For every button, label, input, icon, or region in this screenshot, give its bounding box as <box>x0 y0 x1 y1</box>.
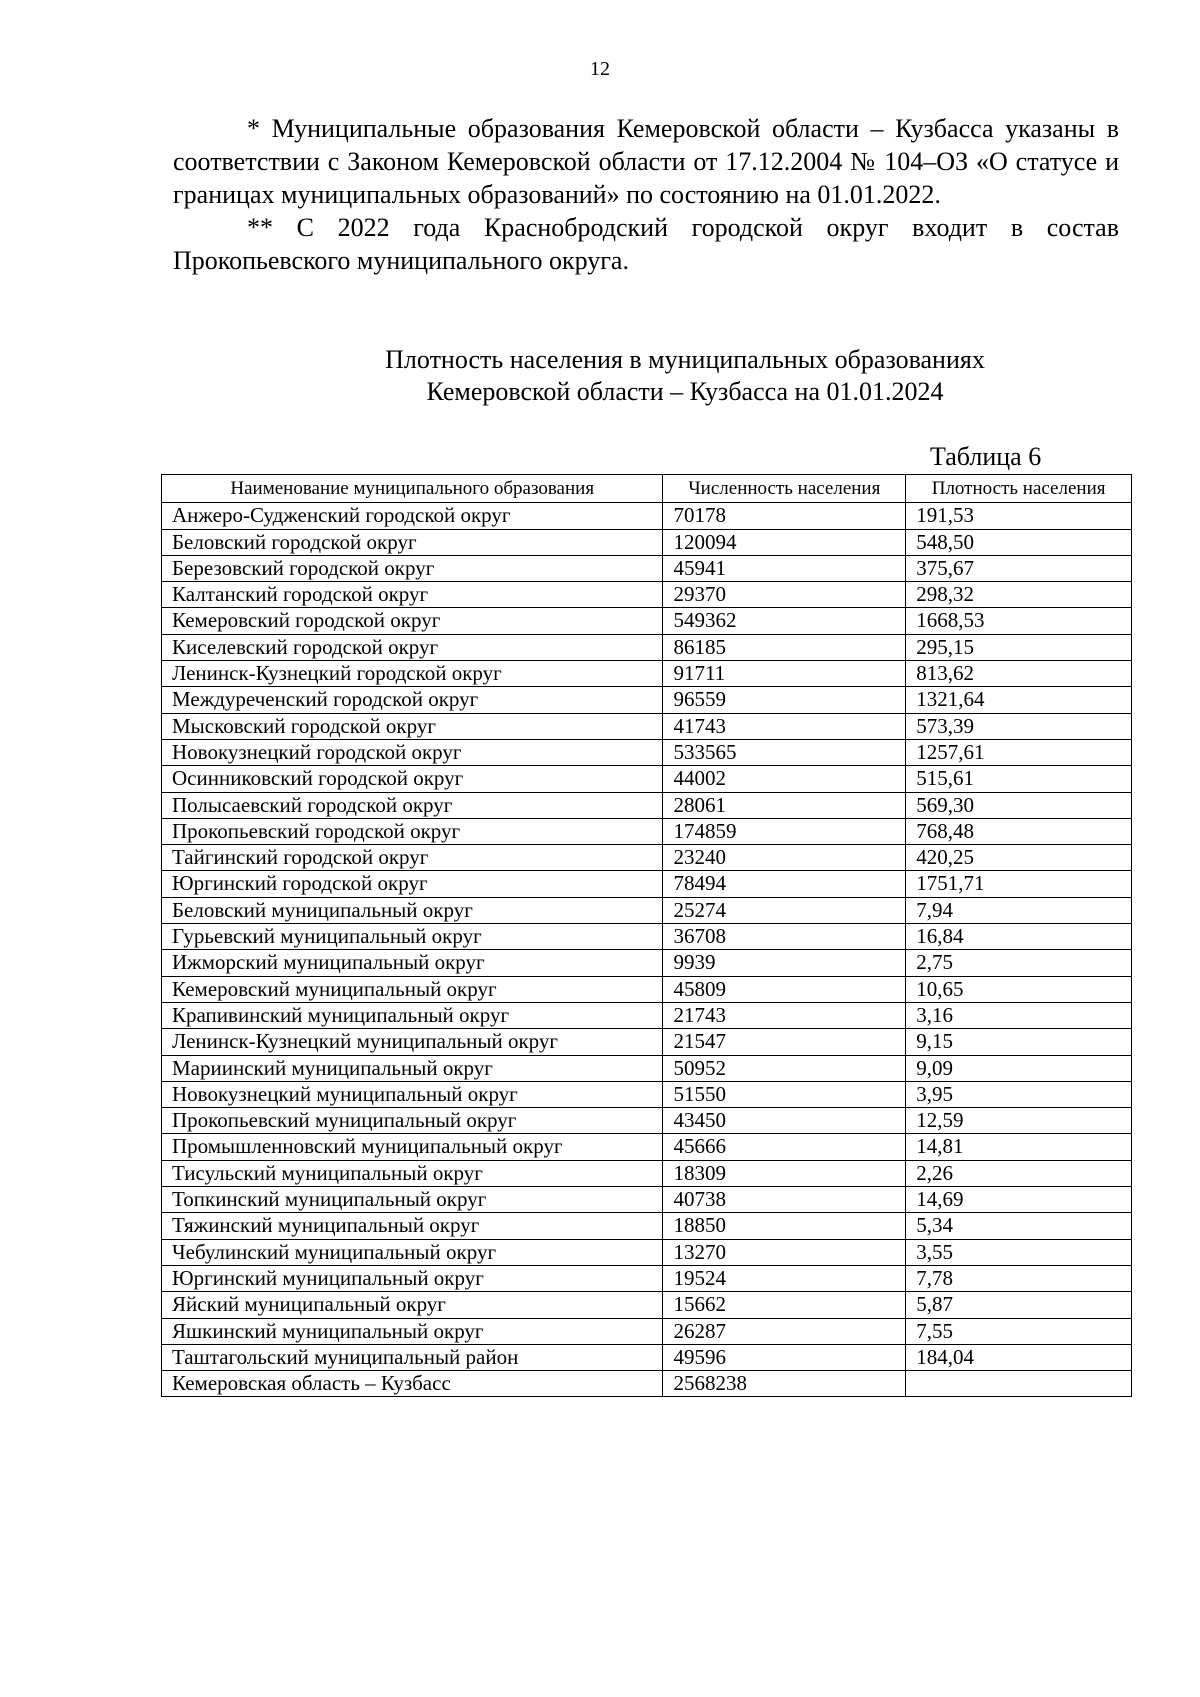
table-title <box>0 344 1200 408</box>
cell-name: Мысковский городской округ <box>162 713 663 739</box>
cell-population: 19524 <box>663 1265 906 1291</box>
cell-density: 298,32 <box>906 582 1132 608</box>
table-row <box>162 950 1132 976</box>
cell-name: Прокопьевский городской округ <box>162 818 663 844</box>
table-row <box>162 1002 1132 1028</box>
cell-name: Прокопьевский муниципальный округ <box>162 1108 663 1134</box>
cell-population: 13270 <box>663 1239 906 1265</box>
table-row <box>162 529 1132 555</box>
cell-density: 768,48 <box>906 818 1132 844</box>
cell-population: 2568238 <box>663 1371 906 1397</box>
header-row <box>162 475 1132 503</box>
header-density: Плотность населения <box>906 475 1132 503</box>
cell-name: Юргинский муниципальный округ <box>162 1265 663 1291</box>
cell-name: Новокузнецкий муниципальный округ <box>162 1081 663 1107</box>
cell-name: Ленинск-Кузнецкий муниципальный округ <box>162 1029 663 1055</box>
table-row <box>162 1134 1132 1160</box>
cell-population: 45941 <box>663 555 906 581</box>
cell-population: 44002 <box>663 766 906 792</box>
cell-density: 3,16 <box>906 1002 1132 1028</box>
cell-density: 515,61 <box>906 766 1132 792</box>
cell-name: Ленинск-Кузнецкий городской округ <box>162 661 663 687</box>
cell-density: 14,81 <box>906 1134 1132 1160</box>
cell-name: Кемеровская область – Кузбасс <box>162 1371 663 1397</box>
header-population: Численность населения <box>663 475 906 503</box>
cell-name: Топкинский муниципальный округ <box>162 1187 663 1213</box>
cell-density: 191,53 <box>906 503 1132 529</box>
cell-name: Беловский муниципальный округ <box>162 897 663 923</box>
table-row <box>162 766 1132 792</box>
cell-population: 18850 <box>663 1213 906 1239</box>
cell-population: 43450 <box>663 1108 906 1134</box>
cell-name: Яшкинский муниципальный округ <box>162 1318 663 1344</box>
table-row <box>162 1371 1132 1397</box>
table-row <box>162 845 1132 871</box>
table-header <box>162 475 1132 503</box>
table-row <box>162 713 1132 739</box>
table-row <box>162 687 1132 713</box>
cell-population: 25274 <box>663 897 906 923</box>
cell-density: 10,65 <box>906 976 1132 1002</box>
cell-population: 120094 <box>663 529 906 555</box>
table-row <box>162 1265 1132 1291</box>
table-row <box>162 634 1132 660</box>
cell-name: Междуреченский городской округ <box>162 687 663 713</box>
cell-density: 569,30 <box>906 792 1132 818</box>
cell-population: 51550 <box>663 1081 906 1107</box>
table-title-line-1: Плотность населения в муниципальных образованиях <box>385 345 985 374</box>
cell-population: 40738 <box>663 1187 906 1213</box>
cell-name: Яйский муниципальный округ <box>162 1292 663 1318</box>
cell-population: 533565 <box>663 739 906 765</box>
cell-density: 420,25 <box>906 845 1132 871</box>
table-row <box>162 1108 1132 1134</box>
cell-density: 9,15 <box>906 1029 1132 1055</box>
table-body <box>162 503 1132 1397</box>
table-title-line-2: Кемеровской области – Кузбасса на 01.01.2024 <box>426 377 944 406</box>
cell-density: 7,78 <box>906 1265 1132 1291</box>
cell-density: 1668,53 <box>906 608 1132 634</box>
cell-name: Анжеро-Судженский городской округ <box>162 503 663 529</box>
cell-population: 78494 <box>663 871 906 897</box>
cell-density: 813,62 <box>906 661 1132 687</box>
cell-name: Юргинский городской округ <box>162 871 663 897</box>
table-label: Таблица 6 <box>930 442 1042 471</box>
cell-density: 5,34 <box>906 1213 1132 1239</box>
table-row <box>162 1055 1132 1081</box>
cell-name: Киселевский городской округ <box>162 634 663 660</box>
table-row <box>162 1318 1132 1344</box>
footnote-2: ** С 2022 года Краснобродский городской округ входит в состав Прокопьевского муниципального округа. <box>173 213 1119 275</box>
cell-density: 573,39 <box>906 713 1132 739</box>
table-row <box>162 897 1132 923</box>
table-row <box>162 1239 1132 1265</box>
cell-name: Кемеровский городской округ <box>162 608 663 634</box>
table-row <box>162 818 1132 844</box>
cell-population: 96559 <box>663 687 906 713</box>
cell-density: 2,75 <box>906 950 1132 976</box>
footnotes <box>173 112 1119 277</box>
cell-density: 3,55 <box>906 1239 1132 1265</box>
cell-name: Беловский городской округ <box>162 529 663 555</box>
cell-density: 7,55 <box>906 1318 1132 1344</box>
cell-population: 49596 <box>663 1344 906 1370</box>
cell-name: Осинниковский городской округ <box>162 766 663 792</box>
cell-name: Мариинский муниципальный округ <box>162 1055 663 1081</box>
cell-name: Тяжинский муниципальный округ <box>162 1213 663 1239</box>
table-row <box>162 1344 1132 1370</box>
table-row <box>162 739 1132 765</box>
cell-population: 45666 <box>663 1134 906 1160</box>
cell-density <box>906 1371 1132 1397</box>
cell-density: 1257,61 <box>906 739 1132 765</box>
cell-population: 29370 <box>663 582 906 608</box>
cell-population: 36708 <box>663 924 906 950</box>
cell-name: Таштагольский муниципальный район <box>162 1344 663 1370</box>
table-row <box>162 608 1132 634</box>
cell-population: 91711 <box>663 661 906 687</box>
table-row <box>162 871 1132 897</box>
table-row <box>162 792 1132 818</box>
cell-name: Тисульский муниципальный округ <box>162 1160 663 1186</box>
cell-density: 295,15 <box>906 634 1132 660</box>
cell-population: 50952 <box>663 1055 906 1081</box>
cell-population: 41743 <box>663 713 906 739</box>
cell-density: 16,84 <box>906 924 1132 950</box>
table-row <box>162 976 1132 1002</box>
cell-population: 9939 <box>663 950 906 976</box>
cell-density: 548,50 <box>906 529 1132 555</box>
table-row <box>162 1081 1132 1107</box>
cell-density: 1321,64 <box>906 687 1132 713</box>
cell-density: 7,94 <box>906 897 1132 923</box>
cell-name: Тайгинский городской округ <box>162 845 663 871</box>
cell-population: 174859 <box>663 818 906 844</box>
table-row <box>162 1029 1132 1055</box>
cell-name: Ижморский муниципальный округ <box>162 950 663 976</box>
cell-population: 26287 <box>663 1318 906 1344</box>
cell-name: Кемеровский муниципальный округ <box>162 976 663 1002</box>
table-row <box>162 582 1132 608</box>
cell-population: 21743 <box>663 1002 906 1028</box>
cell-name: Чебулинский муниципальный округ <box>162 1239 663 1265</box>
population-density-table <box>161 474 1132 1397</box>
cell-population: 21547 <box>663 1029 906 1055</box>
table-row <box>162 1160 1132 1186</box>
cell-density: 14,69 <box>906 1187 1132 1213</box>
cell-name: Березовский городской округ <box>162 555 663 581</box>
cell-name: Новокузнецкий городской округ <box>162 739 663 765</box>
page-number: 12 <box>590 58 610 80</box>
table-row <box>162 924 1132 950</box>
cell-population: 18309 <box>663 1160 906 1186</box>
cell-population: 549362 <box>663 608 906 634</box>
cell-density: 375,67 <box>906 555 1132 581</box>
table-row <box>162 1213 1132 1239</box>
table-row <box>162 1292 1132 1318</box>
cell-name: Калтанский городской округ <box>162 582 663 608</box>
cell-density: 2,26 <box>906 1160 1132 1186</box>
table-row <box>162 555 1132 581</box>
cell-population: 86185 <box>663 634 906 660</box>
cell-population: 70178 <box>663 503 906 529</box>
cell-density: 12,59 <box>906 1108 1132 1134</box>
cell-name: Крапивинский муниципальный округ <box>162 1002 663 1028</box>
cell-density: 3,95 <box>906 1081 1132 1107</box>
cell-density: 9,09 <box>906 1055 1132 1081</box>
cell-name: Гурьевский муниципальный округ <box>162 924 663 950</box>
cell-density: 5,87 <box>906 1292 1132 1318</box>
cell-population: 28061 <box>663 792 906 818</box>
cell-population: 45809 <box>663 976 906 1002</box>
table-row <box>162 661 1132 687</box>
footnote-1: * Муниципальные образования Кемеровской области – Кузбасса указаны в соответствии с Законом Кемеровской области от 17.12.2004 № 104–ОЗ «О статусе и границах муниципальных образований» по состоянию на 01.01.2022. <box>173 114 1119 209</box>
cell-name: Промышленновский муниципальный округ <box>162 1134 663 1160</box>
table-row <box>162 503 1132 529</box>
cell-density: 184,04 <box>906 1344 1132 1370</box>
header-name: Наименование муниципального образования <box>162 475 663 503</box>
cell-population: 23240 <box>663 845 906 871</box>
cell-population: 15662 <box>663 1292 906 1318</box>
cell-density: 1751,71 <box>906 871 1132 897</box>
table-row <box>162 1187 1132 1213</box>
cell-name: Полысаевский городской округ <box>162 792 663 818</box>
